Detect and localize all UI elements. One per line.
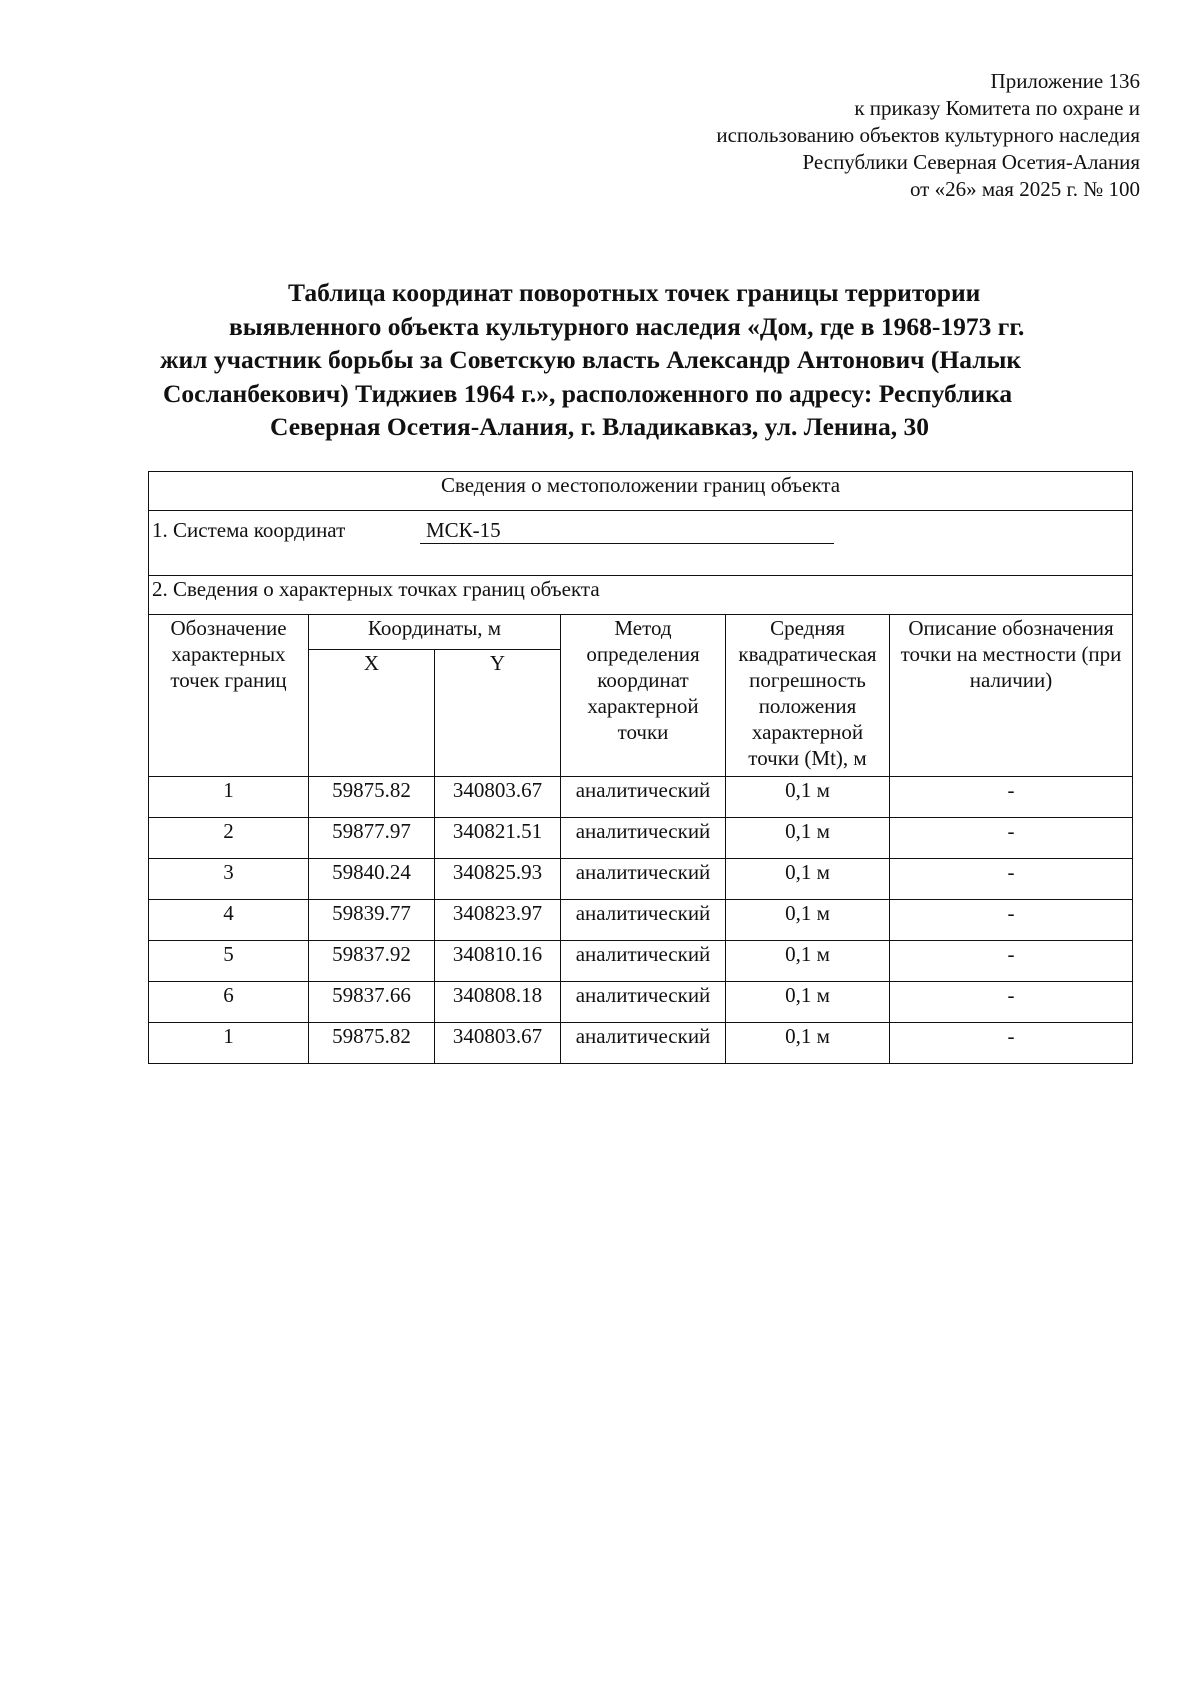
cell-x: 59837.92 [309, 941, 435, 982]
cell-y: 340825.93 [435, 859, 561, 900]
cell-y: 340803.67 [435, 777, 561, 818]
section-title: Сведения о местоположении границ объекта [149, 472, 1133, 511]
table-row [149, 982, 1133, 1023]
cell-point: 1 [149, 1023, 309, 1064]
cell-method: аналитический [561, 941, 726, 982]
cell-error: 0,1 м [726, 1023, 890, 1064]
cell-error: 0,1 м [726, 941, 890, 982]
title-line: Северная Осетия-Алания, г. Владикавказ, ул. Ленина, 30 [270, 412, 930, 441]
title-line: Сосланбекович) Тиджиев 1964 г.», расположенного по адресу: Республика [163, 378, 1013, 408]
cell-method: аналитический [561, 982, 726, 1023]
section-title-row [149, 472, 1133, 511]
coordinate-system-value: МСК-15 [420, 511, 834, 544]
cell-method: аналитический [561, 818, 726, 859]
header-row [149, 615, 1133, 650]
header-description: Описание обозначения точки на местности (при наличии) [890, 615, 1133, 777]
header-error: Средняя квадратическая погрешность положения характерной точки (Mt), м [726, 615, 890, 777]
document-title [148, 276, 1138, 444]
cell-method: аналитический [561, 777, 726, 818]
cell-point: 5 [149, 941, 309, 982]
cell-point: 1 [149, 777, 309, 818]
cell-error: 0,1 м [726, 818, 890, 859]
cell-description: - [890, 982, 1133, 1023]
table-row [149, 859, 1133, 900]
cell-y: 340823.97 [435, 900, 561, 941]
cell-error: 0,1 м [726, 900, 890, 941]
cell-x: 59877.97 [309, 818, 435, 859]
cell-x: 59837.66 [309, 982, 435, 1023]
cell-method: аналитический [561, 900, 726, 941]
header-x: X [309, 650, 435, 777]
cell-description: - [890, 941, 1133, 982]
table-row [149, 941, 1133, 982]
cell-point: 3 [149, 859, 309, 900]
cell-error: 0,1 м [726, 859, 890, 900]
cell-x: 59840.24 [309, 859, 435, 900]
cell-x: 59839.77 [309, 900, 435, 941]
points-title-row [149, 576, 1133, 615]
header-method: Метод определения координат характерной точки [561, 615, 726, 777]
coordinates-table [148, 471, 1133, 1064]
cell-description: - [890, 818, 1133, 859]
header-designation: Обозначение характерных точек границ [149, 615, 309, 777]
cell-point: 2 [149, 818, 309, 859]
cell-point: 6 [149, 982, 309, 1023]
cell-x: 59875.82 [309, 1023, 435, 1064]
table-row [149, 900, 1133, 941]
cell-description: - [890, 1023, 1133, 1064]
cell-method: аналитический [561, 859, 726, 900]
title-line: жил участник борьбы за Советскую власть Александр Антонович (Налык [160, 345, 1022, 374]
cell-description: - [890, 859, 1133, 900]
cell-error: 0,1 м [726, 777, 890, 818]
appendix-line: использованию объектов культурного наследия [716, 123, 1140, 147]
appendix-header [520, 68, 1140, 203]
cell-y: 340803.67 [435, 1023, 561, 1064]
table-row [149, 1023, 1133, 1064]
points-title: 2. Сведения о характерных точках границ объекта [149, 576, 1133, 615]
cell-description: - [890, 777, 1133, 818]
title-line: выявленного объекта культурного наследия «Дом, где в 1968-1973 гг. [229, 311, 1025, 341]
cell-y: 340810.16 [435, 941, 561, 982]
title-line: Таблица координат поворотных точек границы территории [288, 278, 981, 307]
cell-y: 340821.51 [435, 818, 561, 859]
table-row [149, 818, 1133, 859]
coordinate-system-label: 1. Система координат [152, 518, 346, 542]
cell-point: 4 [149, 900, 309, 941]
cell-x: 59875.82 [309, 777, 435, 818]
appendix-line: от «26» мая 2025 г. № 100 [909, 177, 1140, 201]
header-y: Y [435, 650, 561, 777]
coordinate-system-row [149, 511, 1133, 576]
coordinate-system-cell [149, 511, 1133, 576]
appendix-line: Республики Северная Осетия-Алания [802, 150, 1140, 174]
cell-description: - [890, 900, 1133, 941]
cell-y: 340808.18 [435, 982, 561, 1023]
cell-method: аналитический [561, 1023, 726, 1064]
appendix-line: Приложение 136 [990, 69, 1140, 93]
cell-error: 0,1 м [726, 982, 890, 1023]
header-coordinates: Координаты, м [309, 615, 561, 650]
appendix-line: к приказу Комитета по охране и [854, 96, 1140, 120]
table-row [149, 777, 1133, 818]
